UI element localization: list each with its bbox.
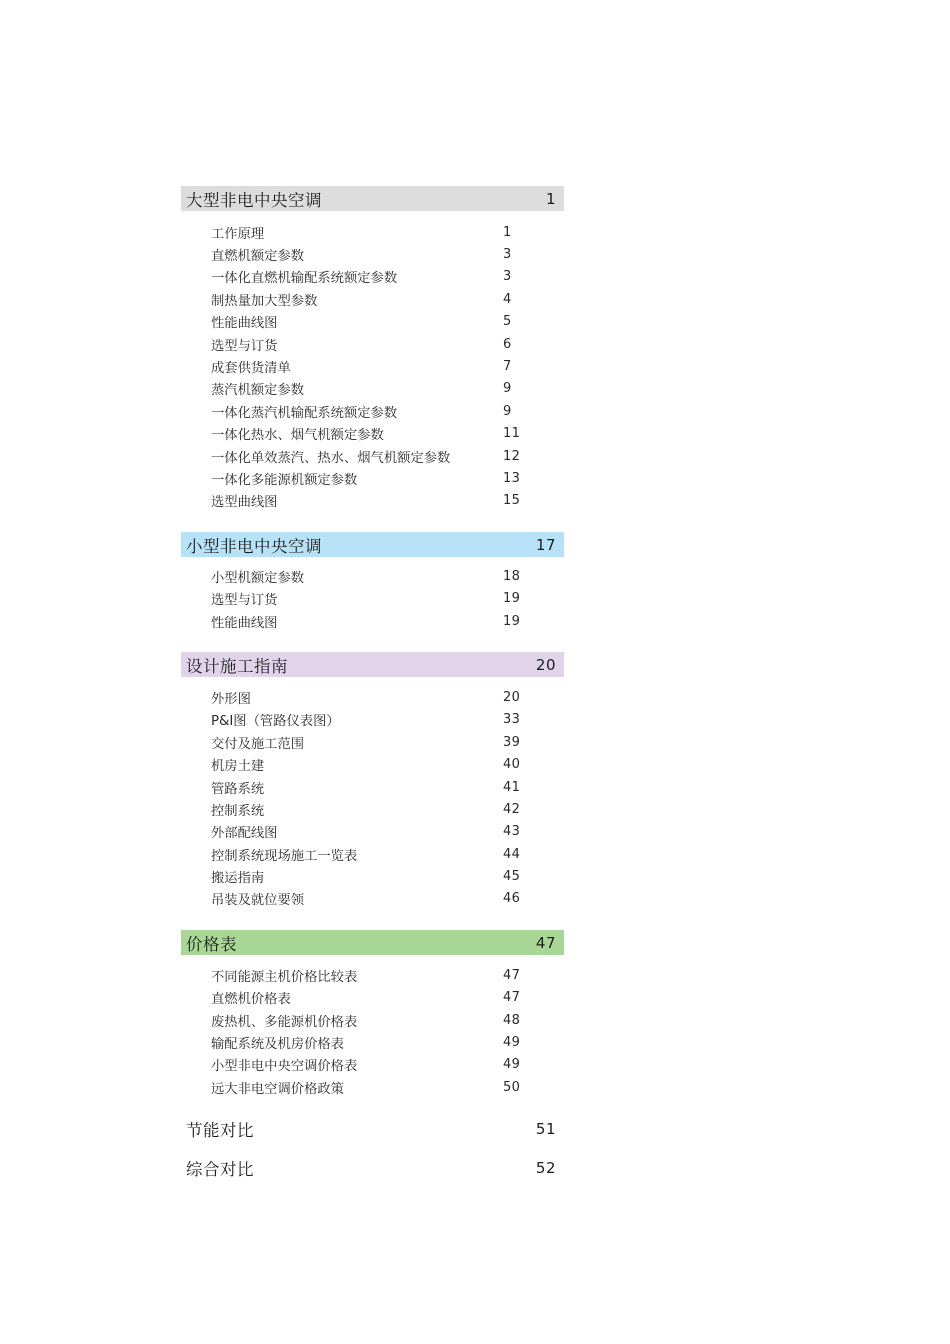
toc-item-page: 9 bbox=[503, 403, 512, 419]
toc-item-page: 15 bbox=[503, 493, 521, 509]
toc-item-page: 49 bbox=[503, 1057, 521, 1073]
toc-item-page: 18 bbox=[503, 568, 521, 584]
toc-item[interactable] bbox=[181, 731, 564, 753]
toc-item-label: 性能曲线图 bbox=[211, 615, 278, 631]
toc-item-label: 一体化直燃机输配系统额定参数 bbox=[211, 271, 398, 287]
toc-item-label: 控制系统 bbox=[211, 803, 265, 819]
toc-item-label: 外形图 bbox=[211, 691, 251, 707]
section-header[interactable] bbox=[181, 652, 564, 677]
toc-item[interactable] bbox=[181, 1031, 564, 1053]
toc-item[interactable] bbox=[181, 423, 564, 445]
toc-item-page: 33 bbox=[503, 712, 521, 728]
toc-item-page: 48 bbox=[503, 1012, 521, 1028]
toc-item[interactable] bbox=[181, 400, 564, 422]
section-title: 综合对比 bbox=[186, 1160, 254, 1179]
toc-item[interactable] bbox=[181, 311, 564, 333]
toc-item-page: 5 bbox=[503, 314, 512, 330]
toc-item-page: 50 bbox=[503, 1079, 521, 1095]
toc-item-label: 外部配线图 bbox=[211, 826, 278, 842]
toc-item[interactable] bbox=[181, 865, 564, 887]
toc-item-label: 远大非电空调价格政策 bbox=[211, 1081, 344, 1097]
toc-item-page: 9 bbox=[503, 381, 512, 397]
toc-item-page: 1 bbox=[503, 224, 512, 240]
toc-section-large-units bbox=[181, 186, 564, 512]
toc-item[interactable] bbox=[181, 776, 564, 798]
toc-section-overall-comparison[interactable] bbox=[181, 1156, 564, 1181]
toc-item-label: 机房土建 bbox=[211, 759, 265, 775]
toc-section-small-units bbox=[181, 532, 564, 632]
toc-item-label: 工作原理 bbox=[211, 226, 265, 242]
toc-item-label: 一体化单效蒸汽、热水、烟气机额定参数 bbox=[211, 450, 451, 466]
toc-item[interactable] bbox=[181, 753, 564, 775]
section-page-number: 20 bbox=[535, 655, 556, 674]
table-of-contents bbox=[181, 186, 564, 1181]
toc-item-page: 12 bbox=[503, 448, 521, 464]
toc-item-page: 47 bbox=[503, 990, 521, 1006]
toc-item-page: 13 bbox=[503, 470, 521, 486]
toc-item-page: 6 bbox=[503, 336, 512, 352]
toc-item-page: 11 bbox=[503, 426, 521, 442]
toc-item[interactable] bbox=[181, 610, 564, 632]
toc-item-label: 吊装及就位要领 bbox=[211, 893, 305, 909]
section-title: 价格表 bbox=[186, 934, 237, 954]
toc-item[interactable] bbox=[181, 288, 564, 310]
section-title: 设计施工指南 bbox=[186, 656, 288, 676]
toc-item-label: 选型与订货 bbox=[211, 338, 278, 354]
toc-item-page: 40 bbox=[503, 757, 521, 773]
toc-item-page: 42 bbox=[503, 801, 521, 817]
section-title: 大型非电中央空调 bbox=[186, 190, 322, 210]
section-items bbox=[181, 565, 564, 632]
toc-item[interactable] bbox=[181, 709, 564, 731]
section-header[interactable] bbox=[181, 930, 564, 955]
toc-item-label: 交付及施工范围 bbox=[211, 736, 305, 752]
toc-item-page: 49 bbox=[503, 1035, 521, 1051]
toc-item[interactable] bbox=[181, 686, 564, 708]
toc-item-page: 43 bbox=[503, 824, 521, 840]
toc-item[interactable] bbox=[181, 221, 564, 243]
section-items bbox=[181, 221, 564, 512]
toc-item-page: 20 bbox=[503, 689, 521, 705]
toc-item-page: 3 bbox=[503, 269, 512, 285]
toc-item[interactable] bbox=[181, 333, 564, 355]
section-page-number: 47 bbox=[535, 933, 556, 952]
section-items bbox=[181, 686, 564, 910]
toc-item-page: 19 bbox=[503, 591, 521, 607]
toc-item[interactable] bbox=[181, 798, 564, 820]
section-page-number: 51 bbox=[535, 1120, 556, 1138]
toc-item[interactable] bbox=[181, 445, 564, 467]
toc-item[interactable] bbox=[181, 1009, 564, 1031]
toc-item[interactable] bbox=[181, 843, 564, 865]
toc-item[interactable] bbox=[181, 587, 564, 609]
section-title: 节能对比 bbox=[186, 1121, 254, 1140]
toc-item-label: 直燃机额定参数 bbox=[211, 249, 305, 265]
toc-item-page: 19 bbox=[503, 613, 521, 629]
toc-item-label: 搬运指南 bbox=[211, 871, 265, 887]
toc-item-page: 7 bbox=[503, 359, 512, 375]
toc-item-label: 小型非电中央空调价格表 bbox=[211, 1059, 358, 1075]
toc-item-page: 46 bbox=[503, 891, 521, 907]
toc-item[interactable] bbox=[181, 243, 564, 265]
section-items bbox=[181, 964, 564, 1098]
toc-item[interactable] bbox=[181, 964, 564, 986]
toc-item-page: 45 bbox=[503, 869, 521, 885]
toc-item-label: 不同能源主机价格比较表 bbox=[211, 969, 358, 985]
toc-item-label: 成套供货清单 bbox=[211, 361, 291, 377]
section-title: 小型非电中央空调 bbox=[186, 536, 322, 556]
toc-item-label: 控制系统现场施工一览表 bbox=[211, 848, 358, 864]
toc-item-label: P&I图（管路仪表图） bbox=[211, 714, 340, 730]
toc-item-page: 39 bbox=[503, 734, 521, 750]
toc-item-label: 蒸汽机额定参数 bbox=[211, 383, 305, 399]
toc-section-energy-comparison[interactable] bbox=[181, 1117, 564, 1142]
toc-item[interactable] bbox=[181, 355, 564, 377]
toc-item-label: 一体化蒸汽机输配系统额定参数 bbox=[211, 405, 398, 421]
toc-item-label: 选型与订货 bbox=[211, 593, 278, 609]
toc-section-design-guide bbox=[181, 652, 564, 910]
section-header[interactable] bbox=[181, 532, 564, 557]
toc-section-price-list bbox=[181, 930, 564, 1098]
toc-item[interactable] bbox=[181, 378, 564, 400]
toc-item[interactable] bbox=[181, 1076, 564, 1098]
section-page-number: 52 bbox=[535, 1159, 556, 1177]
toc-item-label: 制热量加大型参数 bbox=[211, 293, 318, 309]
toc-item-page: 3 bbox=[503, 247, 512, 263]
toc-item[interactable] bbox=[181, 565, 564, 587]
toc-item-label: 选型曲线图 bbox=[211, 495, 278, 511]
toc-item-label: 性能曲线图 bbox=[211, 316, 278, 332]
section-page-number: 17 bbox=[535, 535, 556, 554]
toc-item[interactable] bbox=[181, 1054, 564, 1076]
toc-item[interactable] bbox=[181, 987, 564, 1009]
toc-item[interactable] bbox=[181, 821, 564, 843]
toc-item-label: 管路系统 bbox=[211, 781, 265, 797]
toc-item-label: 小型机额定参数 bbox=[211, 570, 305, 586]
toc-item-label: 直燃机价格表 bbox=[211, 992, 291, 1008]
toc-item-page: 41 bbox=[503, 779, 521, 795]
toc-item-label: 废热机、多能源机价格表 bbox=[211, 1014, 358, 1030]
toc-item-page: 47 bbox=[503, 967, 521, 983]
toc-item-label: 输配系统及机房价格表 bbox=[211, 1037, 344, 1053]
toc-item[interactable] bbox=[181, 467, 564, 489]
toc-item[interactable] bbox=[181, 266, 564, 288]
section-page-number: 1 bbox=[545, 189, 556, 208]
toc-item[interactable] bbox=[181, 490, 564, 512]
toc-item-label: 一体化多能源机额定参数 bbox=[211, 472, 358, 488]
toc-item-page: 44 bbox=[503, 846, 521, 862]
toc-item-page: 4 bbox=[503, 291, 512, 307]
toc-item[interactable] bbox=[181, 888, 564, 910]
toc-item-label: 一体化热水、烟气机额定参数 bbox=[211, 428, 384, 444]
section-header[interactable] bbox=[181, 186, 564, 211]
